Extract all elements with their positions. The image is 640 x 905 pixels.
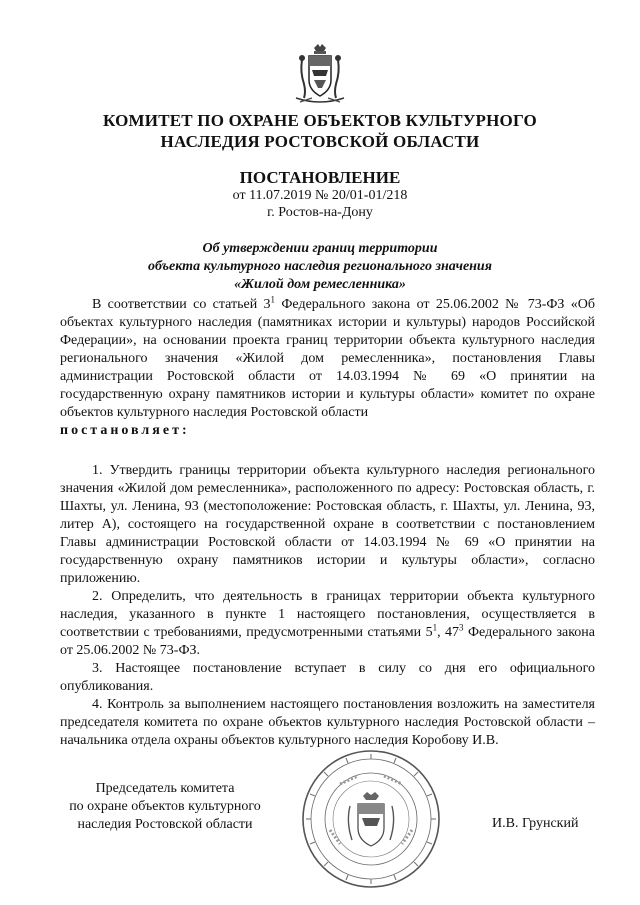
subject-line1: Об утверждении границ территории [202,241,438,256]
item-1: 1. Утвердить границы территории объекта культурного наследия регионального значения «Жилой дом ремесленника», расположенного по адресу: Ростовская область, г. Шахты, ул. Ленина, 93 (местоположение: Ростовская область, г. Шахты, ул. Ленина, 93, литер А), состоящего на государственной охране в соответствии с постановлением Главы администрации Ростовской области от 14.03.1994 № 69 «О принятии на государственную охрану памятников истории и культуры области», согласно приложению. [60,463,595,586]
item-2-text-a: 2. Определить, что деятельность в границах территории объекта культурного наследия, указанного в пункте 1 настоящего постановления, осуществляется в соответствии с требованиями, предусмотренными статьями 5 [60,589,595,640]
signatory-position [60,780,270,834]
committee-title-line1: КОМИТЕТ ПО ОХРАНЕ ОБЪЕКТОВ КУЛЬТУРНОГО [103,111,537,130]
item-2 [60,588,595,660]
item-2-sup-2: 3 [459,622,464,633]
item-4: 4. Контроль за выполнением настоящего постановления возложить на заместителя председателя комитета по охране объектов культурного наследия Ростовской области – начальника отдела охраны объектов культурного наследия Коробову И.В. [60,697,595,748]
preamble-superscript: 1 [270,294,276,305]
decree-items [60,462,595,750]
document-date-number: от 11.07.2019 № 20/01-01/218 [232,188,408,203]
position-line3: наследия Ростовской области [77,817,253,832]
item-2-sup-1: 1 [432,622,438,633]
position-line2: по охране объектов культурного [69,799,261,814]
preamble-text-a: В соответствии со статьей 3 [92,297,271,312]
official-round-seal-icon [300,748,442,890]
position-line1: Председатель комитета [95,781,235,796]
item-3: 3. Настоящее постановление вступает в силу со дня его официального опубликования. [60,661,595,694]
rostov-region-coat-of-arms-icon [292,42,348,106]
committee-title-line2: НАСЛЕДИЯ РОСТОВСКОЙ ОБЛАСТИ [160,132,480,151]
subject-line2: объекта культурного наследия регионального значения [148,259,492,274]
item-2-text-c: Федерального закона от 25.06.2002 № 73-ФЗ. [60,625,596,658]
subject-line3: «Жилой дом ремесленника» [234,277,406,292]
decree-word: постановляет: [60,423,190,438]
signatory-name: И.В. Грунский [492,816,579,831]
document-type: ПОСТАНОВЛЕНИЕ [239,168,401,187]
preamble-text-b: Федерального закона от 25.06.2002 № 73-ФЗ «Об объектах культурного наследия (памятниках истории и культуры) народов Российской Федерации», на основании проекта границ территории объекта культурного наследия регионального значения «Жилой дом ремесленника», постановления Главы администрации Ростовской области от 14.03.1994 № 69 «О принятии на государственную охрану памятников истории и культуры области» комитет по охране объектов культурного наследия Ростовской области [60,297,595,420]
committee-title [60,110,580,152]
document-subject [60,240,580,294]
document-city: г. Ростов-на-Дону [267,205,373,220]
item-2-text-b: , 47 [437,625,460,640]
preamble-paragraph [60,296,595,440]
